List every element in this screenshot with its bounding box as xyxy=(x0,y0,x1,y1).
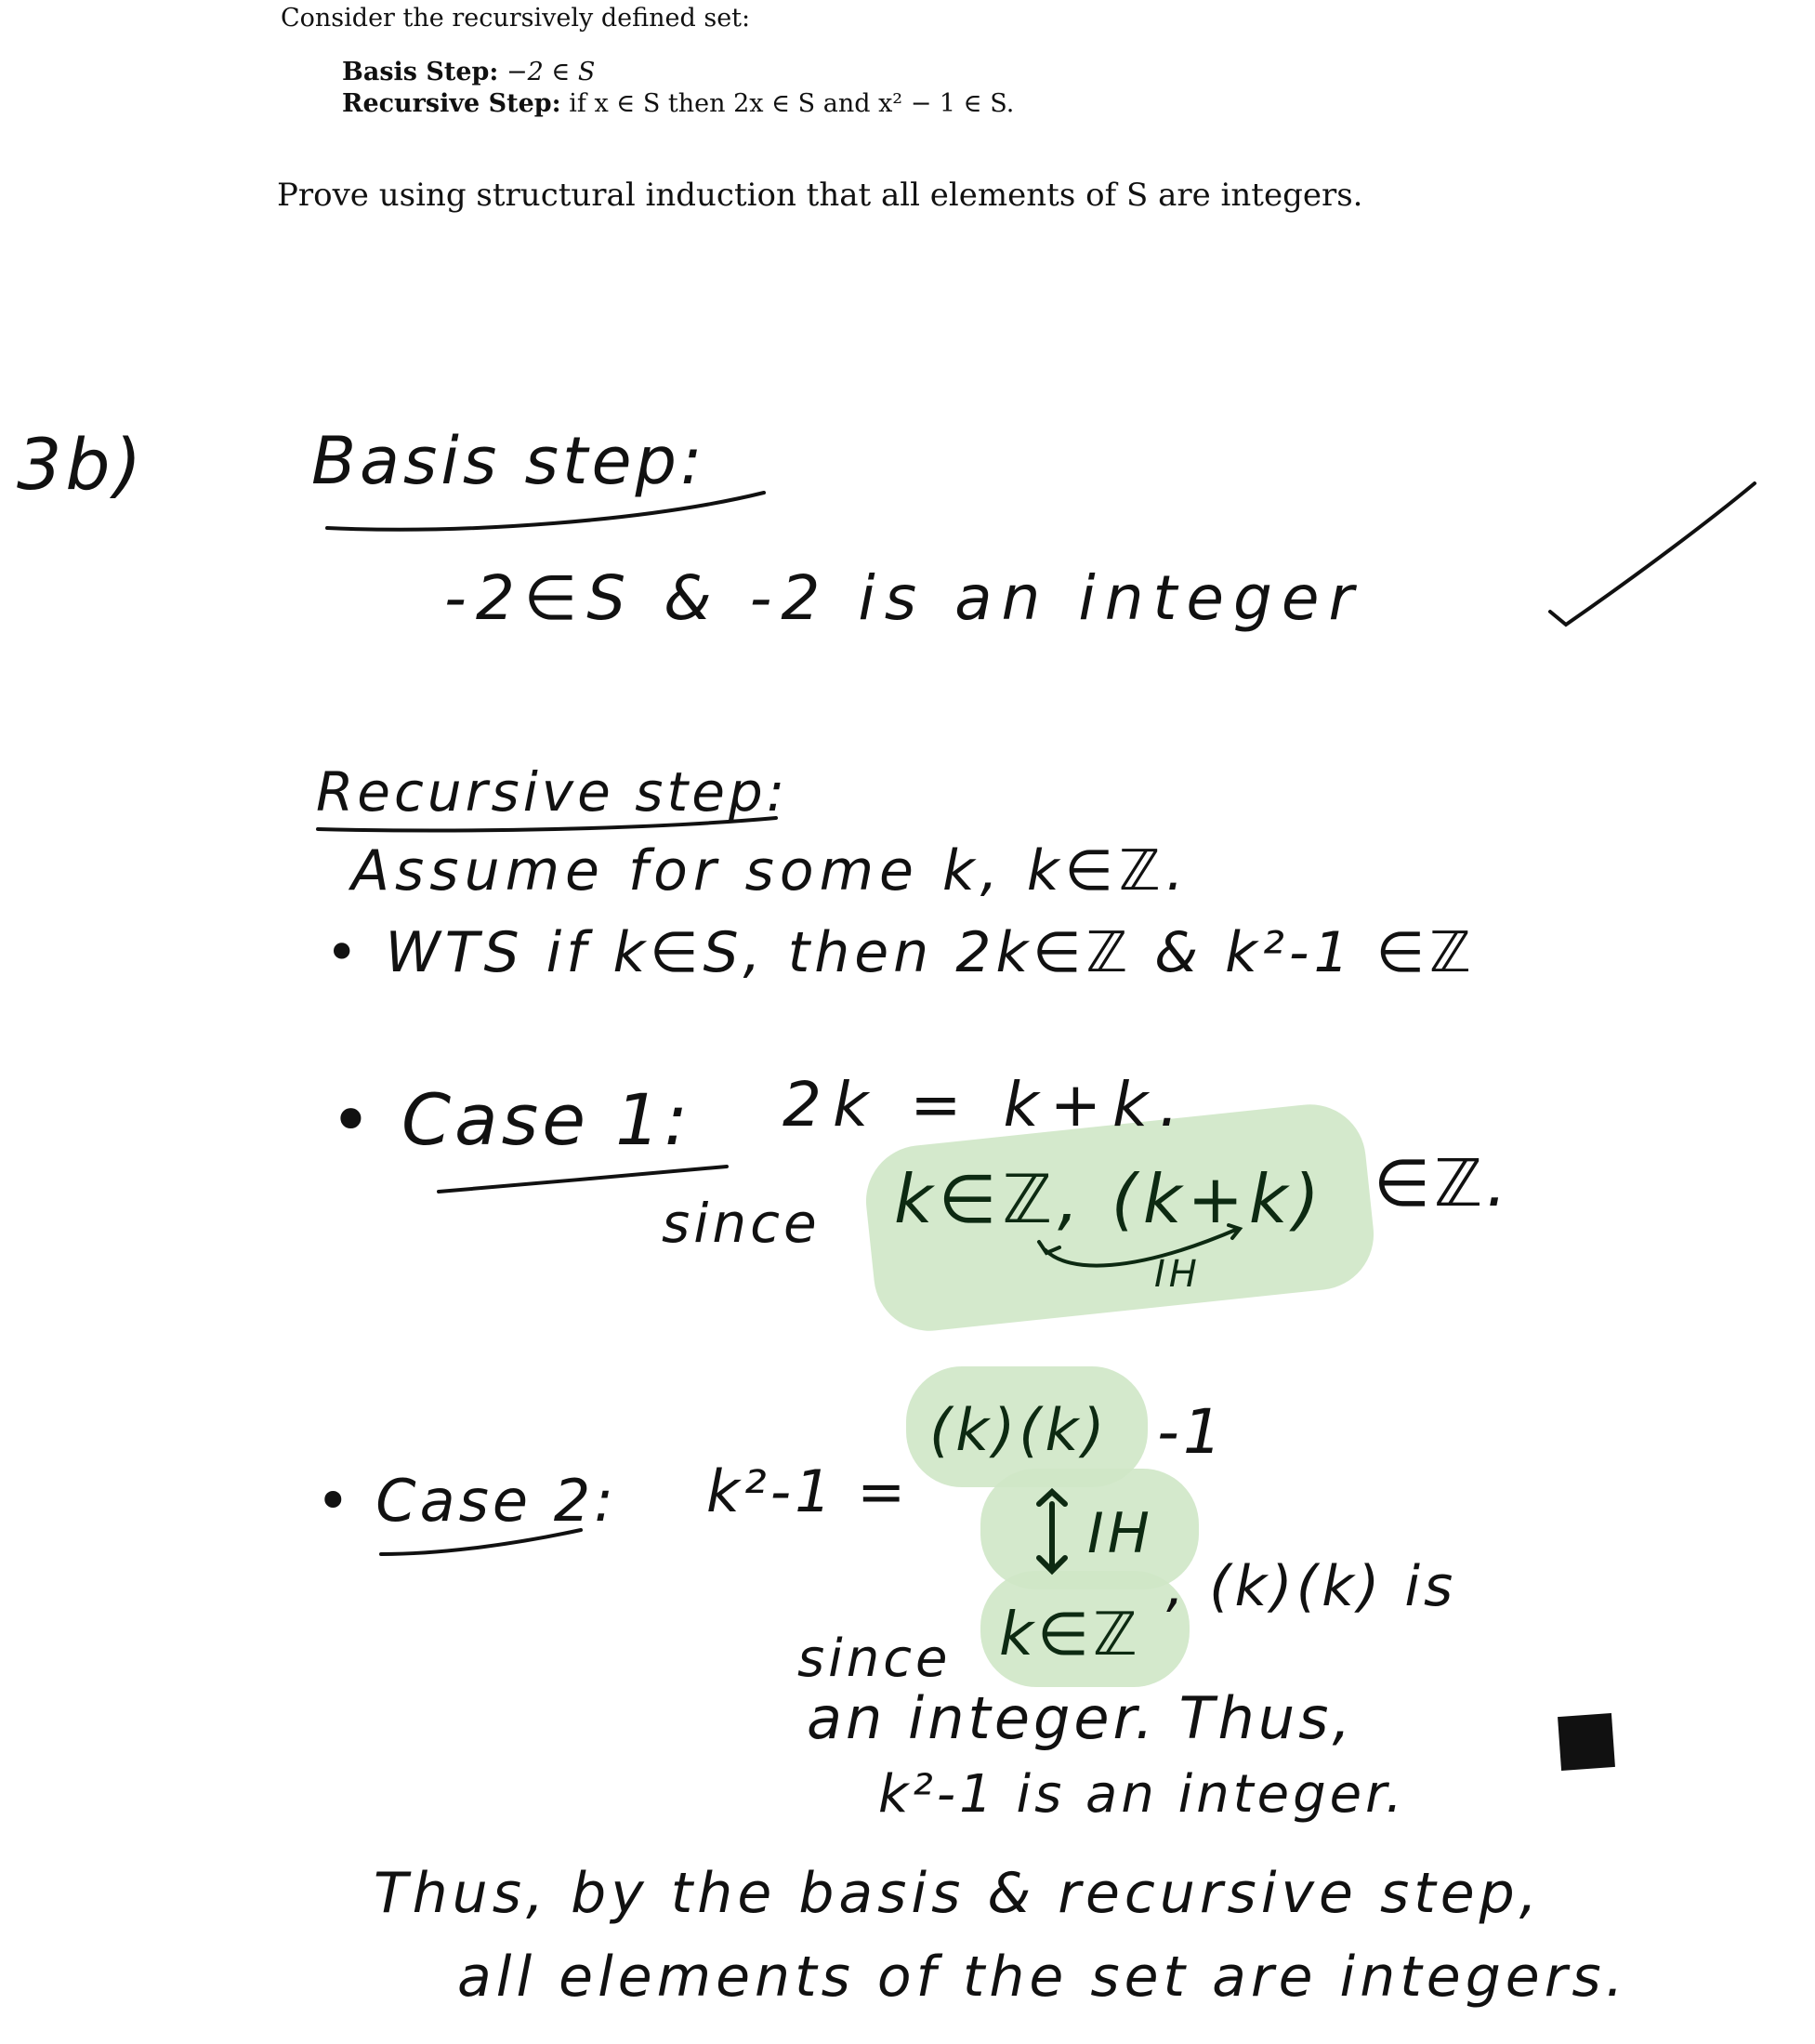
basis-heading-underline xyxy=(327,493,764,530)
case2-equation-left: k²-1 = xyxy=(706,1457,910,1525)
case1-since: since xyxy=(662,1192,821,1255)
problem-prove-statement: Prove using structural induction that all elements of S are integers. xyxy=(277,177,1363,214)
case2-rest-3: k²-1 is an integer. xyxy=(878,1764,1406,1825)
case2-underline xyxy=(381,1530,581,1554)
recursive-heading-underline xyxy=(318,818,776,831)
case1-highlighted: k∈ℤ, (k+k) xyxy=(894,1160,1325,1238)
case1-ih-arrow xyxy=(1039,1225,1240,1266)
end-of-proof-mark xyxy=(1558,1713,1615,1771)
case1-label: • Case 1: xyxy=(330,1078,692,1161)
case2-label: • Case 2: xyxy=(316,1467,618,1535)
case1-equation: 2k = k+k. xyxy=(783,1069,1190,1141)
basis-step-label: Basis Step: xyxy=(342,58,499,86)
problem-intro: Consider the recursively defined set: xyxy=(281,4,751,33)
conclusion-line-1: Thus, by the basis & recursive step, xyxy=(374,1861,1542,1926)
assume-line: Assume for some k, k∈ℤ. xyxy=(351,838,1190,903)
basis-line: -2∈S & -2 is an integer xyxy=(444,562,1363,634)
basis-step-text: −2 ∈ S xyxy=(506,58,596,86)
checkmark-icon xyxy=(1550,483,1755,625)
wts-line: • WTS if k∈S, then 2k∈ℤ & k²-1 ∈ℤ xyxy=(325,920,1476,985)
case2-rest-1: , (k)(k) is xyxy=(1166,1554,1457,1619)
case1-end: ∈ℤ. xyxy=(1374,1145,1511,1221)
basis-heading: Basis step: xyxy=(311,423,706,499)
case2-equation-right: -1 xyxy=(1157,1396,1226,1468)
case2-since: since xyxy=(797,1629,952,1689)
solution-label: 3b) xyxy=(17,423,146,506)
case1-underline xyxy=(439,1167,727,1192)
recursive-heading: Recursive step: xyxy=(316,760,789,824)
recursive-step-text: if x ∈ S then 2x ∈ S and x² − 1 ∈ S. xyxy=(569,89,1015,118)
case2-highlighted-2: k∈ℤ xyxy=(999,1601,1141,1669)
case2-ih-arrow xyxy=(1039,1492,1065,1571)
conclusion-line-2: all elements of the set are integers. xyxy=(457,1945,1628,2010)
case1-ih: IH xyxy=(1154,1253,1201,1296)
case2-ih: IH xyxy=(1087,1501,1153,1566)
recursive-step-label: Recursive Step: xyxy=(342,89,561,118)
case2-rest-2: an integer. Thus, xyxy=(807,1684,1355,1752)
case2-highlighted: (k)(k) xyxy=(929,1396,1109,1464)
